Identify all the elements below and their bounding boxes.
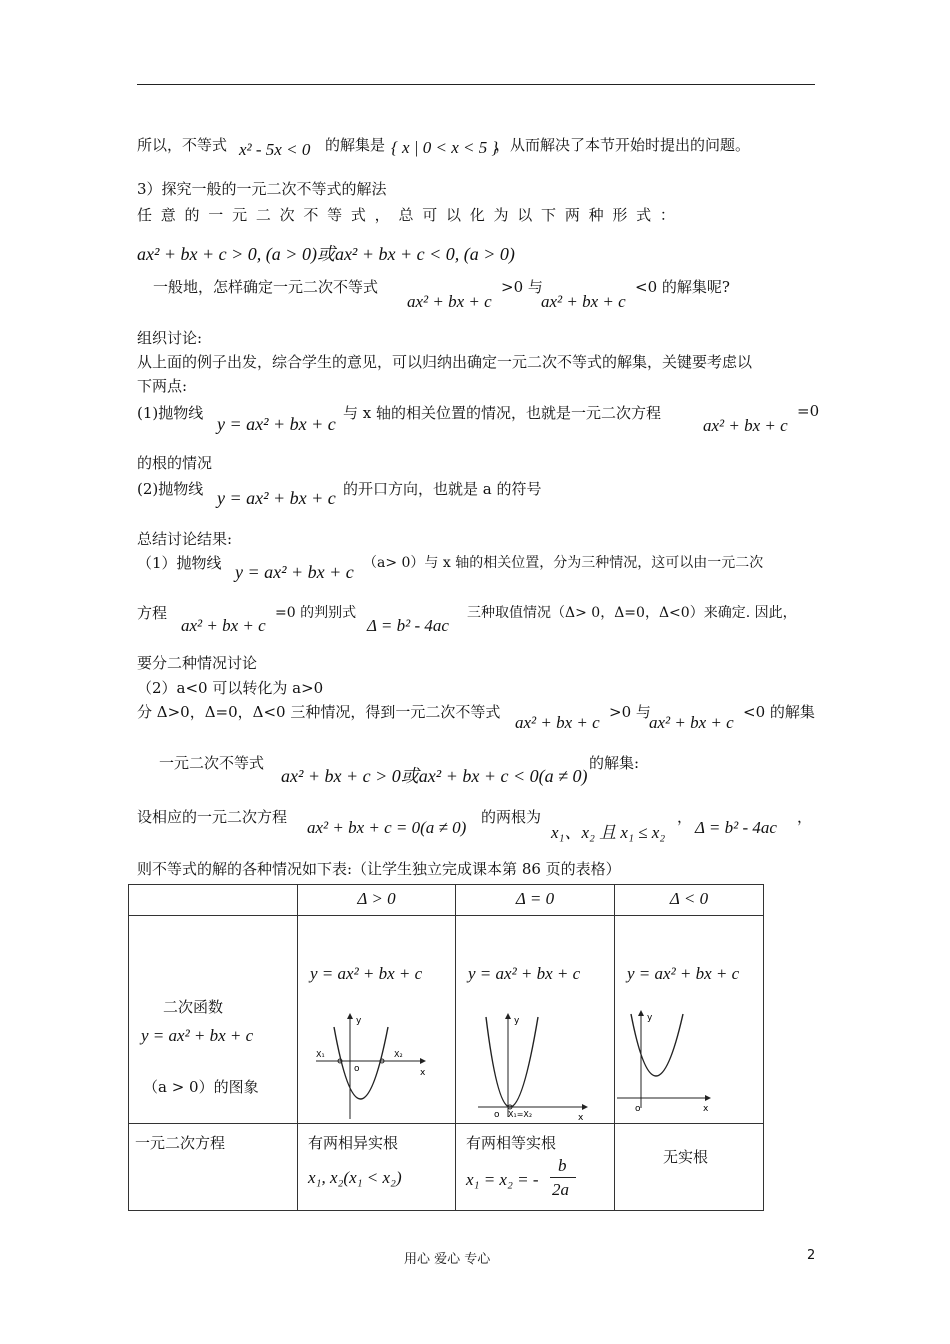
question-mid: >0 与 (501, 278, 543, 296)
roots-prefix: 设相应的一元二次方程 (137, 808, 288, 826)
summary1b-mid: =0 的判别式 (275, 605, 357, 621)
func-label-2: y = ax² + bx + c (468, 964, 581, 983)
x-axis-arrow (420, 1058, 426, 1064)
header-rule (137, 84, 815, 85)
summary-1c: 要分二种情况讨论 (137, 654, 258, 672)
function-label-a: 二次函数 (163, 998, 224, 1016)
line1-inequality: x² - 5x < 0 (239, 140, 311, 159)
point1-prefix: (1)抛物线 (137, 404, 204, 422)
point2-prefix: (2)抛物线 (137, 480, 204, 498)
section-3-title: 3）探究一般的一元二次不等式的解法 (137, 180, 387, 198)
fraction-numerator: b (558, 1156, 567, 1175)
any-inequality-text: 任 意 的 一 元 二 次 不 等 式 ， 总 可 以 化 为 以 下 两 种 形 式 ： (137, 206, 677, 224)
organize-discussion: 组织讨论: (137, 329, 203, 347)
roots-cell-distinct (298, 1124, 456, 1211)
graph-cell-no-root (615, 916, 764, 1124)
y-label: y (647, 1013, 653, 1023)
parabola-double-root (486, 1017, 538, 1107)
summary1b-discriminant: Δ = b² - 4ac (367, 616, 449, 635)
line1-set: { x | 0 < x < 5 } (391, 138, 499, 157)
fraction-denominator: 2a (552, 1180, 569, 1199)
point1-suffix: =0 (797, 402, 820, 420)
question-suffix: <0 的解集呢? (635, 278, 730, 296)
point1-equation: ax² + bx + c (703, 416, 788, 435)
summary1-parabola: y = ax² + bx + c (235, 562, 354, 582)
origin-label: o (635, 1104, 641, 1114)
x2-label: X₂ (394, 1050, 403, 1059)
point1-parabola: y = ax² + bx + c (217, 414, 336, 434)
summary1b-suffix: 三种取值情况（Δ> 0，Δ=0，Δ<0）来确定. 因此， (467, 605, 797, 621)
question-prefix: 一般地，怎样确定一元二次不等式 (153, 278, 379, 296)
equation-label: 一元二次方程 (135, 1134, 226, 1152)
roots-cell-none (615, 1124, 764, 1211)
func-label-3: y = ax² + bx + c (627, 964, 740, 983)
x-label: x (703, 1104, 709, 1114)
table-intro: 则不等式的解的各种情况如下表:（让学生独立完成课本第 86 页的表格） (137, 860, 621, 878)
row-function-label (129, 916, 298, 1124)
summary-2: （2）a<0 可以转化为 a>0 (137, 679, 324, 697)
point1-mid: 与 x 轴的相关位置的情况，也就是一元二次方程 (343, 404, 661, 422)
x-label: x (420, 1068, 426, 1078)
header-delta-zero: Δ = 0 (456, 885, 615, 916)
summary1b-equation: ax² + bx + c (181, 616, 266, 635)
line1-suffix: ，从而解决了本节开始时提出的问题。 (495, 136, 751, 154)
parabola-no-root (631, 1014, 683, 1076)
question-expr-1: ax² + bx + c (407, 292, 492, 311)
graph-double-root (474, 1011, 590, 1123)
summary3-expr-2: ax² + bx + c (649, 713, 734, 732)
equal-roots-text: 有两相等实根 (466, 1134, 557, 1152)
question-expr-2: ax² + bx + c (541, 292, 626, 311)
distinct-roots-expr: x₁, x₂(x₁ < x₂) (308, 1168, 402, 1187)
summary1-suffix: （a> 0）与 x 轴的相关位置，分为三种情况，这可以由一元二次 (363, 555, 764, 571)
point2-parabola: y = ax² + bx + c (217, 488, 336, 508)
y-label: y (356, 1016, 362, 1026)
summary3-mid: >0 与 (609, 703, 651, 721)
summary3-prefix: 分 Δ>0，Δ=0，Δ<0 三种情况，得到一元二次不等式 (137, 703, 501, 721)
origin-label: o (354, 1064, 360, 1074)
y-axis-arrow (638, 1010, 644, 1016)
point2-suffix: 的开口方向，也就是 a 的符号 (343, 480, 542, 498)
summary3-expr-1: ax² + bx + c (515, 713, 600, 732)
solution-prefix: 一元二次不等式 (159, 754, 265, 772)
roots-end: ， (797, 808, 813, 826)
function-label-c: （a > 0）的图象 (143, 1078, 259, 1096)
from-examples: 从上面的例子出发，综合学生的意见，可以归纳出确定一元二次不等式的解集，关键要考虑以 (137, 353, 753, 371)
line1-prefix: 所以，不等式 (137, 136, 228, 154)
header-delta-negative: Δ < 0 (615, 885, 764, 916)
y-axis-arrow (347, 1013, 353, 1019)
fraction-bar (550, 1177, 576, 1178)
graph-no-root (615, 1008, 725, 1118)
graph-cell-two-roots (298, 916, 456, 1124)
page-number: 2 (807, 1248, 816, 1263)
x-axis-arrow (705, 1095, 711, 1101)
line1-mid: 的解集是 (325, 136, 386, 154)
roots-values: x₁、x₂ 且 x₁ ≤ x₂ (551, 823, 666, 842)
summary1-prefix: （1）抛物线 (137, 554, 222, 572)
point1-continued: 的根的情况 (137, 454, 213, 472)
solution-suffix: 的解集: (589, 754, 640, 772)
summary1b-prefix: 方程 (137, 604, 168, 622)
summary3-suffix: <0 的解集 (743, 703, 815, 721)
origin-label: o (494, 1110, 500, 1120)
two-forms-formula: ax² + bx + c > 0, (a > 0)或ax² + bx + c < 0, (a > 0) (137, 244, 515, 264)
equal-roots-expr: x₁ = x₂ = - (466, 1170, 539, 1189)
x-axis-arrow (582, 1104, 588, 1110)
two-points: 下两点: (137, 377, 188, 395)
row-equation-label (129, 1124, 298, 1211)
parabola-two-roots (334, 1027, 388, 1099)
y-axis-arrow (505, 1013, 511, 1019)
roots-equation: ax² + bx + c = 0(a ≠ 0) (307, 818, 467, 837)
x-label: x (578, 1113, 584, 1123)
y-label: y (514, 1016, 520, 1026)
header-delta-positive: Δ > 0 (298, 885, 456, 916)
solution-expr: ax² + bx + c > 0或ax² + bx + c < 0(a ≠ 0) (281, 766, 588, 786)
no-roots-text: 无实根 (663, 1148, 709, 1166)
summary-title: 总结讨论结果: (137, 530, 233, 548)
distinct-roots-text: 有两相异实根 (308, 1134, 399, 1152)
function-label-b: y = ax² + bx + c (141, 1026, 254, 1045)
x1x2-label: X₁=X₂ (508, 1110, 533, 1119)
x1-label: X₁ (316, 1050, 325, 1059)
roots-mid: 的两根为 (481, 808, 542, 826)
graph-two-roots (312, 1011, 428, 1123)
roots-discriminant: Δ = b² - 4ac (695, 818, 777, 837)
func-label-1: y = ax² + bx + c (310, 964, 423, 983)
footer-motto: 用心 爱心 专心 (404, 1252, 491, 1267)
discriminant-table (128, 884, 764, 1211)
graph-cell-double-root (456, 916, 615, 1124)
roots-comma: ， (677, 808, 693, 826)
roots-cell-equal (456, 1124, 615, 1211)
header-empty (129, 885, 298, 916)
